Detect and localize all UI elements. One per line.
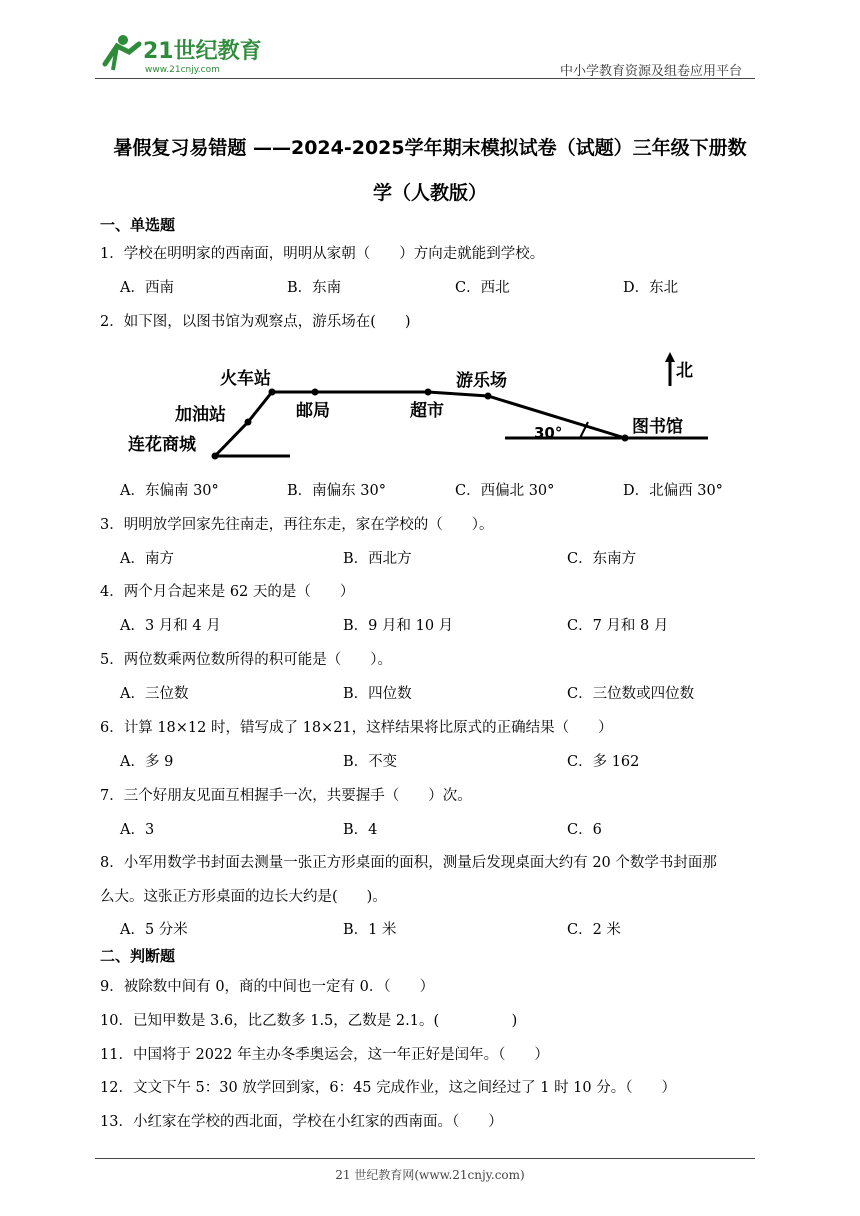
logo-text: 21世纪教育 [143,39,262,64]
question-8: 8．小军用数学书封面去测量一张正方形桌面的面积，测量后发现桌面大约有 20 个数学书封面那 [100,855,717,871]
dot-mall [212,453,219,460]
dot-post [312,389,319,396]
q5-option-a[interactable]: A．三位数 [120,686,189,702]
label-mall: 连花商城 [128,435,196,455]
q7-option-a[interactable]: A．3 [120,822,155,838]
question-6: 6．计算 18×12 时，错写成了 18×21，这样结果将比原式的正确结果（ ） [100,720,613,736]
label-angle: 30° [534,424,563,442]
section-single-choice: 一、单选题 [100,216,176,234]
q4-option-b[interactable]: B．9 月和 10 月 [343,618,454,634]
q3-option-b[interactable]: B．西北方 [343,551,412,567]
q4-option-a[interactable]: A．3 月和 4 月 [120,618,221,634]
question-4: 4．两个月合起来是 62 天的是（ ） [100,584,355,600]
question-5: 5．两位数乘两位数所得的积可能是（ ）。 [100,652,392,668]
q8-option-a[interactable]: A．5 分米 [120,922,188,938]
q1-option-d[interactable]: D．东北 [623,280,679,296]
q2-option-c[interactable]: C．西偏北 30° [455,483,555,499]
dot-train [269,389,276,396]
label-post: 邮局 [296,401,330,421]
q1-option-c[interactable]: C．西北 [455,280,510,296]
page-title-line1: 暑假复习易错题 ——2024-2025学年期末模拟试卷（试题）三年级下册数 [113,137,747,159]
q2-option-a[interactable]: A．东偏南 30° [120,483,219,499]
label-market: 超市 [410,401,444,421]
question-11: 11．中国将于 2022 年主办冬季奥运会，这一年正好是闰年。（ ） [100,1047,549,1063]
q3-option-a[interactable]: A．南方 [120,551,174,567]
q2-option-d[interactable]: D．北偏西 30° [623,483,723,499]
question-13: 13．小红家在学校的西北面，学校在小红家的西南面。（ ） [100,1114,503,1130]
q1-option-b[interactable]: B．东南 [287,280,342,296]
map-diagram [110,348,730,466]
footer-text: 21 世纪教育网(www.21cnjy.com) [335,1168,525,1182]
label-gas: 加油站 [175,405,226,425]
question-3: 3．明明放学回家先往南走，再往东走，家在学校的（ ）。 [100,517,494,533]
question-1: 1．学校在明明家的西南面，明明从家朝（ ）方向走就能到学校。 [100,246,545,262]
q8-option-b[interactable]: B．1 米 [343,922,397,938]
label-train: 火车站 [220,369,271,389]
dot-gas [245,419,252,426]
q8-option-c[interactable]: C．2 米 [567,922,621,938]
question-9: 9．被除数中间有 0，商的中间也一定有 0．（ ） [100,979,435,995]
question-2: 2．如下图，以图书馆为观察点，游乐场在( ) [100,314,411,330]
dot-library [622,435,629,442]
q1-option-a[interactable]: A．西南 [120,280,174,296]
dot-park [485,393,492,400]
header-divider [95,78,755,79]
question-8-cont: 么大。这张正方形桌面的边长大约是( )。 [100,889,387,905]
label-library: 图书馆 [632,417,683,437]
q7-option-b[interactable]: B．4 [343,822,378,838]
page-title-line2: 学（人教版） [372,182,487,204]
site-logo [95,30,265,76]
label-north: 北 [676,361,693,381]
q6-option-c[interactable]: C．多 162 [567,754,640,770]
section-judge: 二、判断题 [100,947,176,965]
logo-url: www.21cnjy.com [145,65,220,75]
q7-option-c[interactable]: C．6 [567,822,602,838]
q6-option-b[interactable]: B．不变 [343,754,398,770]
dot-market [425,389,432,396]
platform-label: 中小学教育资源及组卷应用平台 [560,64,743,79]
q4-option-c[interactable]: C．7 月和 8 月 [567,618,669,634]
question-12: 12．文文下午 5：30 放学回到家，6：45 完成作业，这之间经过了 1 时 10 分。（ ） [100,1080,676,1096]
q5-option-c[interactable]: C．三位数或四位数 [567,686,695,702]
label-park: 游乐场 [456,371,507,391]
q6-option-a[interactable]: A．多 9 [120,754,174,770]
footer-divider [95,1158,755,1159]
q2-option-b[interactable]: B．南偏东 30° [287,483,386,499]
question-10: 10．已知甲数是 3.6，比乙数多 1.5，乙数是 2.1。( ) [100,1013,518,1029]
q5-option-b[interactable]: B．四位数 [343,686,412,702]
question-7: 7．三个好朋友见面互相握手一次，共要握手（ ）次。 [100,788,472,804]
q3-option-c[interactable]: C．东南方 [567,551,637,567]
